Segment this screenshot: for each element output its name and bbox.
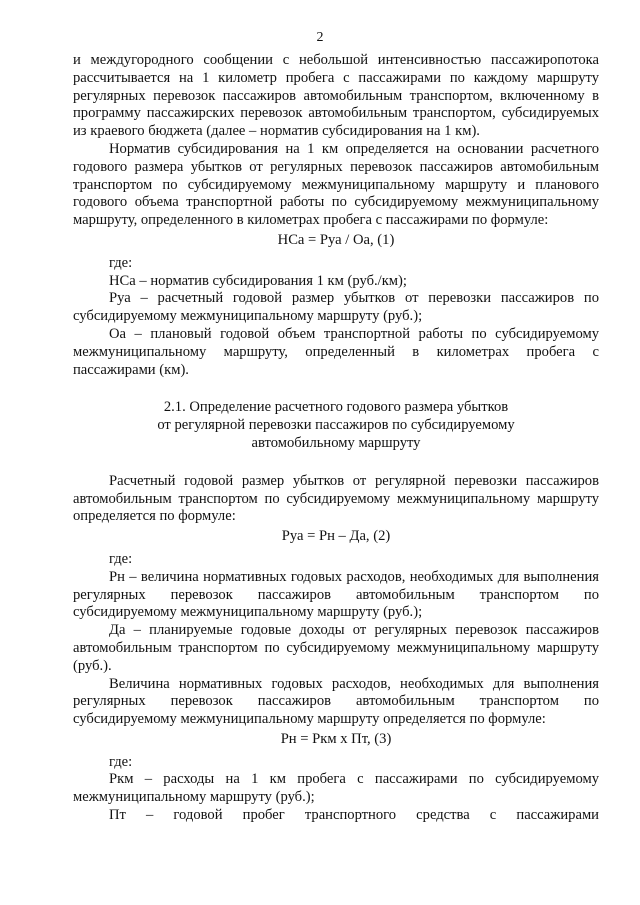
heading-line: 2.1. Определение расчетного годового размера убытков bbox=[163, 399, 509, 416]
definition: Рн – величина нормативных годовых расходов, необходимых для выполнения регулярных перевозок пассажиров автомобильным транспортом по субсидируемому межмуниципальному маршруту (руб.); bbox=[73, 568, 599, 621]
paragraph: и междугородного сообщении с небольшой интенсивностью пассажиропотока рассчитывается на 1 километр пробега с пассажирами по каждому маршруту регулярных перевозок пассажиров автомобильным транспортом, включенному в программу пассажирских перевозок автомобильным транспортом, субсидируемых из краевого бюджета (далее – норматив субсидирования на 1 км). bbox=[73, 52, 599, 140]
heading-line: от регулярной перевозки пассажиров по субсидируемому bbox=[157, 417, 515, 434]
formula-3: Рн = Ркм х Пт, (3) bbox=[280, 730, 392, 747]
formula-1: НСа = Руа / Оа, (1) bbox=[277, 231, 395, 248]
definition: Ркм – расходы на 1 км пробега с пассажирами по субсидируемому межмуниципальному маршруту (руб.); bbox=[73, 771, 599, 806]
document-body bbox=[73, 52, 599, 825]
where-label: где: bbox=[109, 254, 133, 271]
paragraph: Расчетный годовой размер убытков от регулярной перевозки пассажиров автомобильным транспортом по субсидируемому межмуниципальному маршруту определяется по формуле: bbox=[73, 472, 599, 525]
paragraph: Величина нормативных годовых расходов, необходимых для выполнения регулярных перевозок пассажиров автомобильным транспортом по субсидируемому межмуниципальному маршруту определяется по формуле: bbox=[73, 675, 599, 728]
where-label: где: bbox=[109, 550, 133, 567]
paragraph: Норматив субсидирования на 1 км определяется на основании расчетного годового размера убытков от регулярных перевозок пассажиров автомобильным транспортом по субсидируемому межмуниципальному маршруту и планового годового объема транспортной работы по субсидируемому межмуниципальному маршруту, определенного в километрах пробега с пассажирами по формуле: bbox=[73, 140, 599, 229]
formula-2: Руа = Рн – Да, (2) bbox=[281, 528, 391, 545]
definition: Пт – годовой пробег транспортного средства с пассажирами bbox=[109, 807, 599, 824]
definition: Да – планируемые годовые доходы от регулярных перевозок пассажиров автомобильным транспортом по субсидируемому межмуниципальному маршруту (руб.). bbox=[73, 622, 599, 674]
heading-line: автомобильному маршруту bbox=[251, 434, 421, 451]
definition: Оа – плановый годовой объем транспортной работы по субсидируемому межмуниципальному маршруту, определенный в километрах пробега с пассажирами (км). bbox=[73, 325, 599, 378]
definition: НСа – норматив субсидирования 1 км (руб./км); bbox=[109, 272, 407, 289]
where-label: где: bbox=[109, 753, 133, 770]
definition: Руа – расчетный годовой размер убытков от перевозки пассажиров по субсидируемому межмуниципальному маршруту (руб.); bbox=[73, 290, 599, 325]
section-heading bbox=[73, 399, 599, 452]
page-number: 2 bbox=[316, 30, 324, 45]
